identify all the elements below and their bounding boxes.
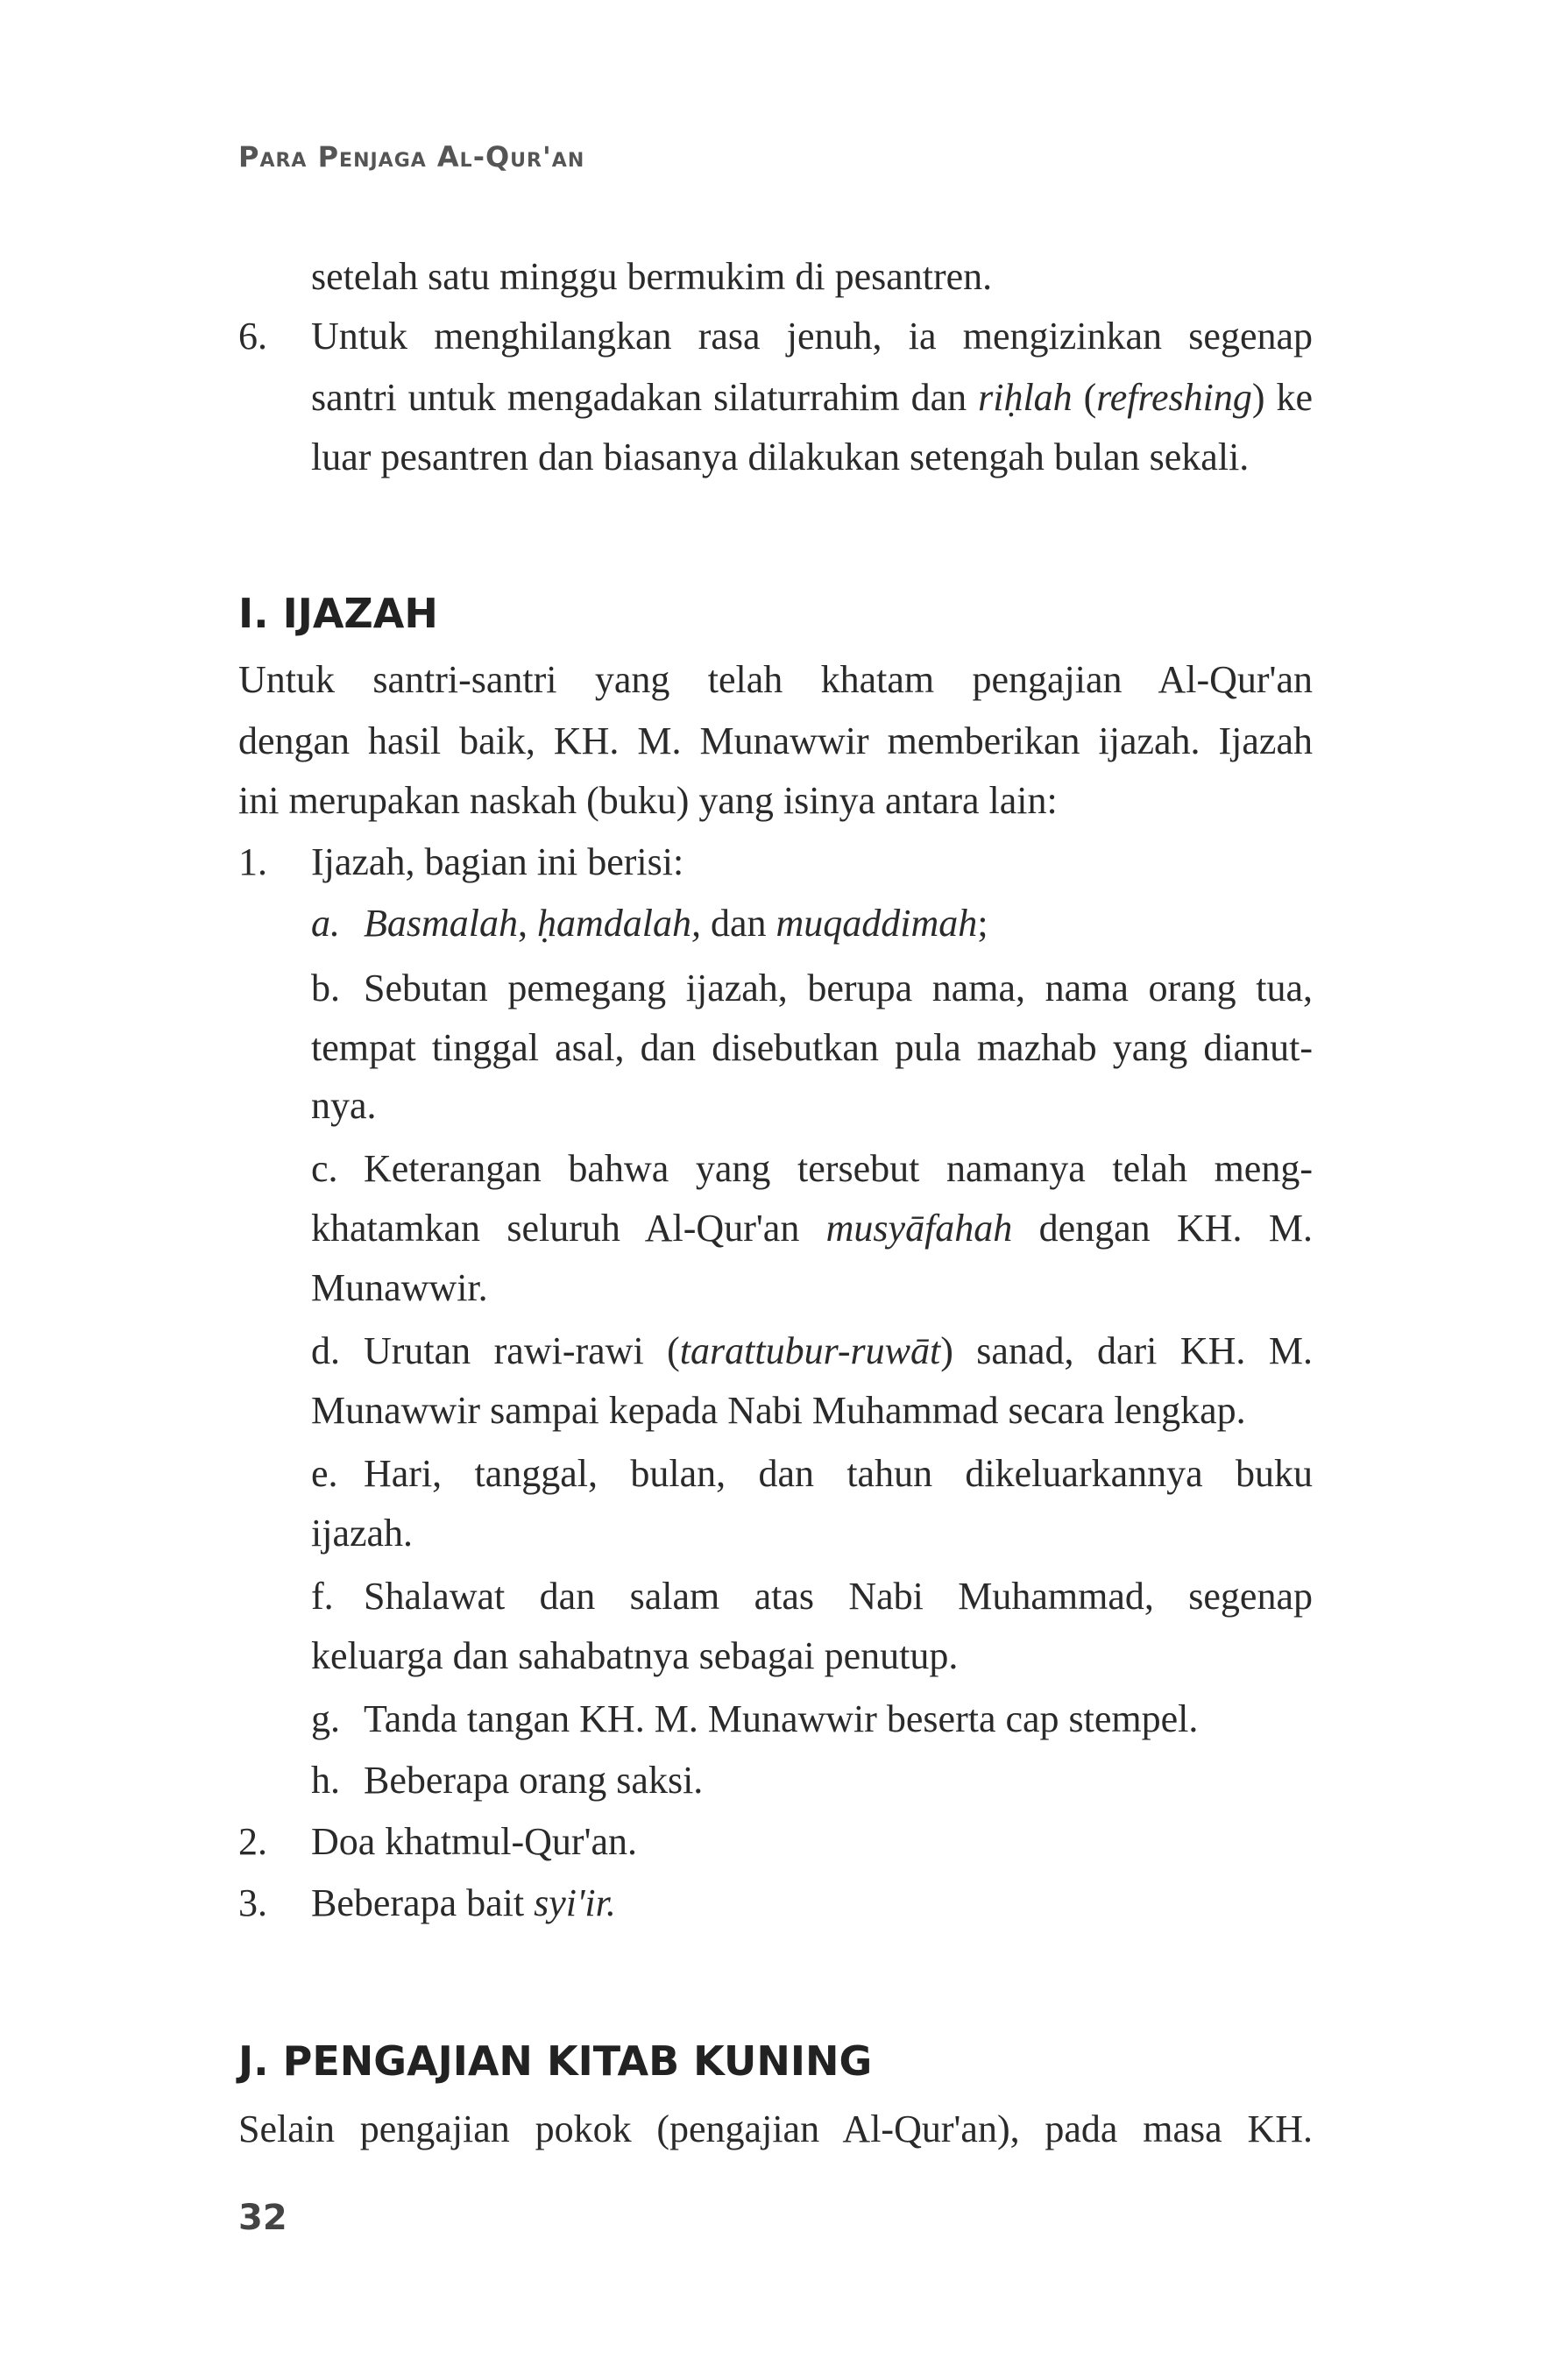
subitem-e-line1	[311, 1449, 1313, 1498]
item6-line2-text-a: santri untuk mengadakan silaturrahim dan	[311, 376, 979, 419]
item6-line2-text-c: ) ke	[1251, 376, 1313, 419]
page-number: 32	[238, 2198, 287, 2238]
subitem-b-label: b.	[311, 967, 340, 1009]
term-syiir: syi'ir.	[534, 1881, 616, 1924]
subitem-g-text: Tanda tangan KH. M. Munawwir beserta cap stempel.	[364, 1697, 1199, 1740]
subitem-d-line1-text-b: ) sanad, dari KH. M.	[940, 1329, 1313, 1372]
subitem-b-line1-text: Sebutan pemegang ijazah, berupa nama, nama orang tua,	[364, 967, 1313, 1009]
subitem-b-line3: nya.	[311, 1084, 377, 1127]
subitem-d-line1-text-a: Urutan rawi-rawi (	[364, 1329, 680, 1372]
list-number-1: 1.	[238, 840, 267, 883]
item6-line2-text-b: (	[1072, 376, 1097, 419]
subitem-a-end: ;	[977, 902, 988, 945]
continuation-line: setelah satu minggu bermukim di pesantren.	[311, 255, 993, 298]
subitem-d-line2: Munawwir sampai kepada Nabi Muhammad secara lengkap.	[311, 1389, 1246, 1432]
term-musyafahah: musyāfahah	[825, 1207, 1013, 1250]
subitem-d-label: d.	[311, 1329, 340, 1372]
subitem-c-line2-text-a: khatamkan seluruh Al-Qur'an	[311, 1207, 826, 1250]
subitem-h-label: h.	[311, 1759, 340, 1802]
section-heading-ijazah: I. IJAZAH	[238, 590, 438, 637]
subitem-f-line2: keluarga dan sahabatnya sebagai penutup.	[311, 1634, 959, 1677]
subitem-f-line1	[311, 1572, 1313, 1621]
subitem-c-line2-text-b: dengan KH. M.	[1012, 1207, 1313, 1250]
item6-line2	[311, 373, 1313, 422]
list-number-6: 6.	[238, 315, 267, 358]
item6-line3: luar pesantren dan biasanya dilakukan setengah bulan sekali.	[311, 436, 1250, 478]
subitem-b-line2: tempat tinggal asal, dan disebutkan pula mazhab yang dianut-	[311, 1026, 1313, 1069]
subitem-g	[311, 1695, 1313, 1744]
item6-line1: Untuk menghilangkan rasa jenuh, ia mengizinkan segenap	[311, 315, 1313, 358]
subitem-a	[311, 899, 1313, 948]
ijazah-para-line3: ini merupakan naskah (buku) yang isinya antara lain:	[238, 779, 1058, 822]
term-hamdalah: ḥamdalah,	[537, 902, 701, 945]
subitem-c-line2	[311, 1204, 1313, 1253]
ijazah-para-line1: Untuk santri-santri yang telah khatam pengajian Al-Qur'an	[238, 658, 1313, 701]
subitem-c-label: c.	[311, 1147, 338, 1190]
subitem-c-line1	[311, 1144, 1313, 1194]
subitem-c-line3: Munawwir.	[311, 1266, 488, 1309]
subitem-h-text: Beberapa orang saksi.	[364, 1759, 704, 1802]
subitem-a-label: a.	[311, 902, 340, 945]
subitem-c-line1-text: Keterangan bahwa yang tersebut namanya telah meng-	[364, 1147, 1313, 1190]
list-item-2-text: Doa khatmul-Qur'an.	[311, 1820, 638, 1863]
term-basmalah: Basmalah	[364, 902, 518, 945]
ijazah-para-line2: dengan hasil baik, KH. M. Munawwir memberikan ijazah. Ijazah	[238, 719, 1313, 762]
subitem-f-label: f.	[311, 1575, 334, 1618]
list-item-3-text: Beberapa bait	[311, 1881, 535, 1924]
subitem-e-line2: ijazah.	[311, 1512, 414, 1555]
kitab-kuning-para-line1: Selain pengajian pokok (pengajian Al-Qur'an), pada masa KH.	[238, 2107, 1313, 2150]
term-muqaddimah: muqaddimah	[776, 902, 978, 945]
list-number-3: 3.	[238, 1881, 267, 1924]
term-tarattubur-ruwat: tarattubur-ruwāt	[679, 1329, 941, 1372]
list-item-3	[311, 1879, 1313, 1928]
running-header: Para Penjaga Al-Qur'an	[238, 140, 585, 174]
subitem-h	[311, 1756, 1313, 1805]
subitem-a-sep1: ,	[518, 902, 537, 945]
subitem-f-line1-text: Shalawat dan salam atas Nabi Muhammad, segenap	[364, 1575, 1313, 1618]
list-number-2: 2.	[238, 1820, 267, 1863]
list-item-1-text: Ijazah, bagian ini berisi:	[311, 840, 684, 883]
item6-term-rihlah: riḥlah	[978, 376, 1073, 419]
subitem-g-label: g.	[311, 1697, 340, 1740]
subitem-e-line1-text: Hari, tanggal, bulan, dan tahun dikeluarkannya buku	[364, 1452, 1313, 1495]
item6-term-refreshing: refreshing	[1096, 376, 1252, 419]
subitem-b-line1	[311, 964, 1313, 1013]
subitem-a-sep2: dan	[701, 902, 776, 945]
subitem-d-line1	[311, 1327, 1313, 1376]
section-heading-pengajian-kitab-kuning: J. PENGAJIAN KITAB KUNING	[238, 2037, 873, 2085]
subitem-e-label: e.	[311, 1452, 338, 1495]
